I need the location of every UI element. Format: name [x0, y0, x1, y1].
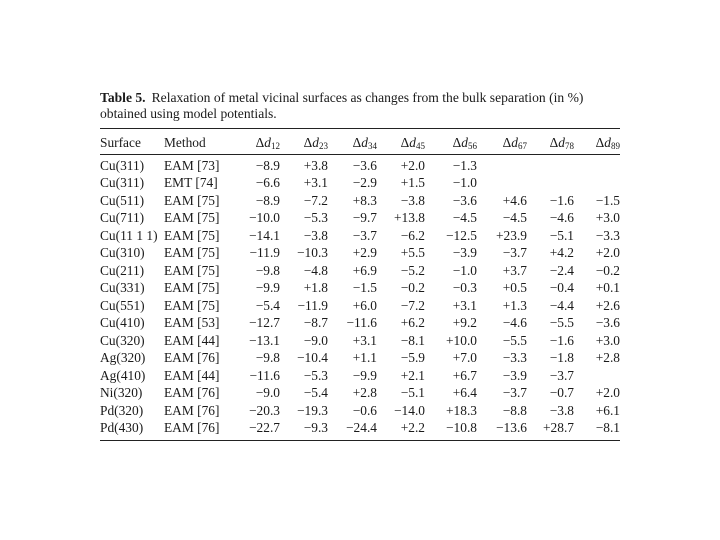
cell-value: −7.2 [400, 297, 425, 313]
cell-value: +28.7 [543, 420, 574, 436]
column-header-d78: $\Delta d_{78}$ [549, 134, 574, 151]
cell-value: −11.6 [249, 367, 280, 383]
cell-value [527, 153, 574, 175]
cell-method: EAM [75] [164, 192, 220, 208]
cell-method: EAM [76] [164, 402, 220, 418]
cell-value: −9.9 [352, 367, 377, 383]
cell-method: EAM [76] [164, 420, 220, 436]
cell-value: −13.6 [496, 420, 527, 436]
cell-value: −3.8 [400, 192, 425, 208]
cell-value [527, 175, 574, 193]
cell-value: −10.8 [446, 420, 477, 436]
cell-value: −4.6 [549, 210, 574, 226]
cell-method: EAM [75] [164, 227, 220, 243]
cell-value: +18.3 [446, 402, 477, 418]
cell-value: +6.2 [400, 315, 425, 331]
cell-value: −5.5 [502, 332, 527, 348]
cell-value [477, 153, 527, 175]
table-row [100, 420, 620, 438]
cell-surface: Cu(310) [100, 245, 145, 261]
cell-value: +1.8 [303, 280, 328, 296]
cell-value: +2.0 [400, 157, 425, 173]
table-row [100, 175, 620, 193]
cell-surface: Cu(410) [100, 315, 145, 331]
cell-surface: Cu(11 1 1) [100, 227, 158, 243]
table-row [100, 350, 620, 368]
cell-value: +13.8 [394, 210, 425, 226]
cell-value [574, 367, 620, 385]
cell-value: −0.6 [352, 402, 377, 418]
table-caption-text: Relaxation of metal vicinal surfaces as changes from the bulk separation (in %) obtained using model potentials. [100, 90, 584, 121]
cell-value: +3.1 [452, 297, 477, 313]
cell-method: EAM [75] [164, 245, 220, 261]
cell-surface: Pd(320) [100, 402, 144, 418]
cell-surface: Cu(211) [100, 262, 145, 278]
cell-value: +3.1 [352, 332, 377, 348]
cell-value: −1.3 [452, 157, 477, 173]
cell-value: −3.7 [549, 367, 574, 383]
cell-value: −5.3 [303, 367, 328, 383]
cell-value: −5.5 [549, 315, 574, 331]
cell-value: +2.6 [595, 297, 620, 313]
cell-value: −3.3 [595, 227, 620, 243]
cell-value: −5.2 [400, 262, 425, 278]
cell-method: EAM [76] [164, 385, 220, 401]
cell-value: −9.3 [303, 420, 328, 436]
cell-value: −10.3 [297, 245, 328, 261]
cell-value: −3.9 [452, 245, 477, 261]
cell-value: +2.1 [400, 367, 425, 383]
cell-surface: Cu(551) [100, 297, 145, 313]
cell-value: −13.1 [249, 332, 280, 348]
cell-surface: Ag(410) [100, 367, 146, 383]
cell-value: −12.7 [249, 315, 280, 331]
cell-value: +6.1 [595, 402, 620, 418]
cell-value: −8.7 [303, 315, 328, 331]
cell-value: −9.9 [255, 280, 280, 296]
table-row [100, 227, 620, 245]
cell-value: −3.6 [452, 192, 477, 208]
column-header-surface: Surface [100, 134, 141, 150]
column-header-d12: $\Delta d_{12}$ [255, 134, 280, 151]
column-header-d23: $\Delta d_{23}$ [303, 134, 328, 151]
cell-value: −1.8 [549, 350, 574, 366]
cell-value: −4.4 [549, 297, 574, 313]
cell-value: −4.5 [502, 210, 527, 226]
cell-value: −8.8 [502, 402, 527, 418]
table-row [100, 192, 620, 210]
cell-method: EAM [75] [164, 210, 220, 226]
cell-value: +6.4 [452, 385, 477, 401]
cell-value: +2.0 [595, 245, 620, 261]
cell-value: −5.9 [400, 350, 425, 366]
cell-value: +9.2 [452, 315, 477, 331]
cell-value: −6.6 [255, 175, 280, 191]
cell-value: −3.8 [303, 227, 328, 243]
cell-value: −14.1 [249, 227, 280, 243]
cell-value: +7.0 [452, 350, 477, 366]
cell-value: −8.9 [255, 157, 280, 173]
cell-value: −0.2 [595, 262, 620, 278]
cell-surface: Cu(311) [100, 157, 145, 173]
cell-value: +0.1 [595, 280, 620, 296]
cell-value: −20.3 [249, 402, 280, 418]
cell-method: EAM [44] [164, 367, 220, 383]
table-row [100, 262, 620, 280]
cell-surface: Cu(711) [100, 210, 145, 226]
cell-value: −8.9 [255, 192, 280, 208]
cell-value: −5.4 [303, 385, 328, 401]
cell-value: +1.3 [502, 297, 527, 313]
cell-value: −4.5 [452, 210, 477, 226]
cell-value: −24.4 [346, 420, 377, 436]
column-header-d34: $\Delta d_{34}$ [352, 134, 377, 151]
cell-value: +2.8 [595, 350, 620, 366]
cell-surface: Ag(320) [100, 350, 146, 366]
cell-value: +0.5 [502, 280, 527, 296]
cell-value: −19.3 [297, 402, 328, 418]
cell-value: +5.5 [400, 245, 425, 261]
cell-value: −0.3 [452, 280, 477, 296]
cell-value: −6.2 [400, 227, 425, 243]
cell-value: +10.0 [446, 332, 477, 348]
cell-value: −0.7 [549, 385, 574, 401]
cell-value [574, 153, 620, 175]
cell-value: +3.8 [303, 157, 328, 173]
cell-value: −9.7 [352, 210, 377, 226]
table-row [100, 280, 620, 298]
table-top-rule [100, 128, 620, 129]
table-row [100, 245, 620, 263]
cell-value: −2.4 [549, 262, 574, 278]
table-row [100, 367, 620, 385]
cell-value: +4.2 [549, 245, 574, 261]
cell-surface: Cu(511) [100, 192, 145, 208]
cell-method: EAM [44] [164, 332, 220, 348]
cell-value: −11.9 [249, 245, 280, 261]
cell-value: −1.6 [549, 332, 574, 348]
cell-value: −0.2 [400, 280, 425, 296]
cell-value: +6.0 [352, 297, 377, 313]
table-row [100, 153, 620, 175]
cell-value [477, 175, 527, 193]
cell-value: −9.8 [255, 262, 280, 278]
column-header-method: Method [164, 134, 206, 150]
cell-surface: Ni(320) [100, 385, 143, 401]
cell-value: −5.4 [255, 297, 280, 313]
cell-value: +2.2 [400, 420, 425, 436]
cell-method: EAM [76] [164, 350, 220, 366]
cell-value: −5.1 [549, 227, 574, 243]
column-header-d45: $\Delta d_{45}$ [400, 134, 425, 151]
cell-value: +2.8 [352, 385, 377, 401]
cell-value: +2.0 [595, 385, 620, 401]
cell-value: +6.9 [352, 262, 377, 278]
cell-value: −7.2 [303, 192, 328, 208]
table-row [100, 332, 620, 350]
cell-value: −11.6 [346, 315, 377, 331]
table-row [100, 385, 620, 403]
cell-value: −2.9 [352, 175, 377, 191]
cell-surface: Cu(320) [100, 332, 145, 348]
table-row [100, 210, 620, 228]
cell-value: −0.4 [549, 280, 574, 296]
column-header-d89: $\Delta d_{89}$ [595, 134, 620, 151]
cell-value: −1.0 [452, 262, 477, 278]
cell-value: +6.7 [452, 367, 477, 383]
cell-surface: Cu(331) [100, 280, 145, 296]
cell-method: EMT [74] [164, 175, 218, 191]
cell-value: −1.5 [595, 192, 620, 208]
cell-value: +3.0 [595, 210, 620, 226]
cell-value: −9.0 [303, 332, 328, 348]
table-row [100, 402, 620, 420]
cell-surface: Cu(311) [100, 175, 145, 191]
cell-value: −3.7 [352, 227, 377, 243]
cell-value: −1.6 [549, 192, 574, 208]
cell-value: +2.9 [352, 245, 377, 261]
column-header-d67: $\Delta d_{67}$ [502, 134, 527, 151]
cell-value: −9.0 [255, 385, 280, 401]
cell-value: −10.4 [297, 350, 328, 366]
cell-value: −4.6 [502, 315, 527, 331]
table-header-row [100, 132, 620, 153]
cell-value: −5.3 [303, 210, 328, 226]
cell-value: −9.8 [255, 350, 280, 366]
cell-method: EAM [75] [164, 297, 220, 313]
cell-value [574, 175, 620, 193]
cell-value: +8.3 [352, 192, 377, 208]
cell-method: EAM [53] [164, 315, 220, 331]
table-caption [100, 90, 625, 122]
cell-value: +3.1 [303, 175, 328, 191]
cell-value: +1.5 [400, 175, 425, 191]
cell-value: −10.0 [249, 210, 280, 226]
cell-value: −1.0 [452, 175, 477, 191]
relaxation-table [100, 132, 620, 437]
cell-method: EAM [75] [164, 262, 220, 278]
cell-value: +4.6 [502, 192, 527, 208]
cell-value: −12.5 [446, 227, 477, 243]
column-header-d56: $\Delta d_{56}$ [452, 134, 477, 151]
cell-value: −4.8 [303, 262, 328, 278]
cell-value: −3.7 [502, 385, 527, 401]
cell-value: +23.9 [496, 227, 527, 243]
cell-value: −3.3 [502, 350, 527, 366]
table-caption-label: Table 5. [100, 90, 146, 105]
cell-value: −8.1 [595, 420, 620, 436]
cell-value: −8.1 [400, 332, 425, 348]
cell-method: EAM [75] [164, 280, 220, 296]
cell-value: −3.6 [352, 157, 377, 173]
cell-value: −11.9 [297, 297, 328, 313]
cell-value: −3.8 [549, 402, 574, 418]
table-row [100, 297, 620, 315]
cell-value: −3.9 [502, 367, 527, 383]
cell-value: −14.0 [394, 402, 425, 418]
cell-value: −22.7 [249, 420, 280, 436]
table-bottom-rule [100, 440, 620, 441]
cell-surface: Pd(430) [100, 420, 144, 436]
cell-value: −1.5 [352, 280, 377, 296]
cell-value: +3.0 [595, 332, 620, 348]
cell-value: +1.1 [352, 350, 377, 366]
cell-value: +3.7 [502, 262, 527, 278]
cell-method: EAM [73] [164, 157, 220, 173]
cell-value: −3.7 [502, 245, 527, 261]
cell-value: −3.6 [595, 315, 620, 331]
table-row [100, 315, 620, 333]
cell-value: −5.1 [400, 385, 425, 401]
table-body [100, 153, 620, 437]
